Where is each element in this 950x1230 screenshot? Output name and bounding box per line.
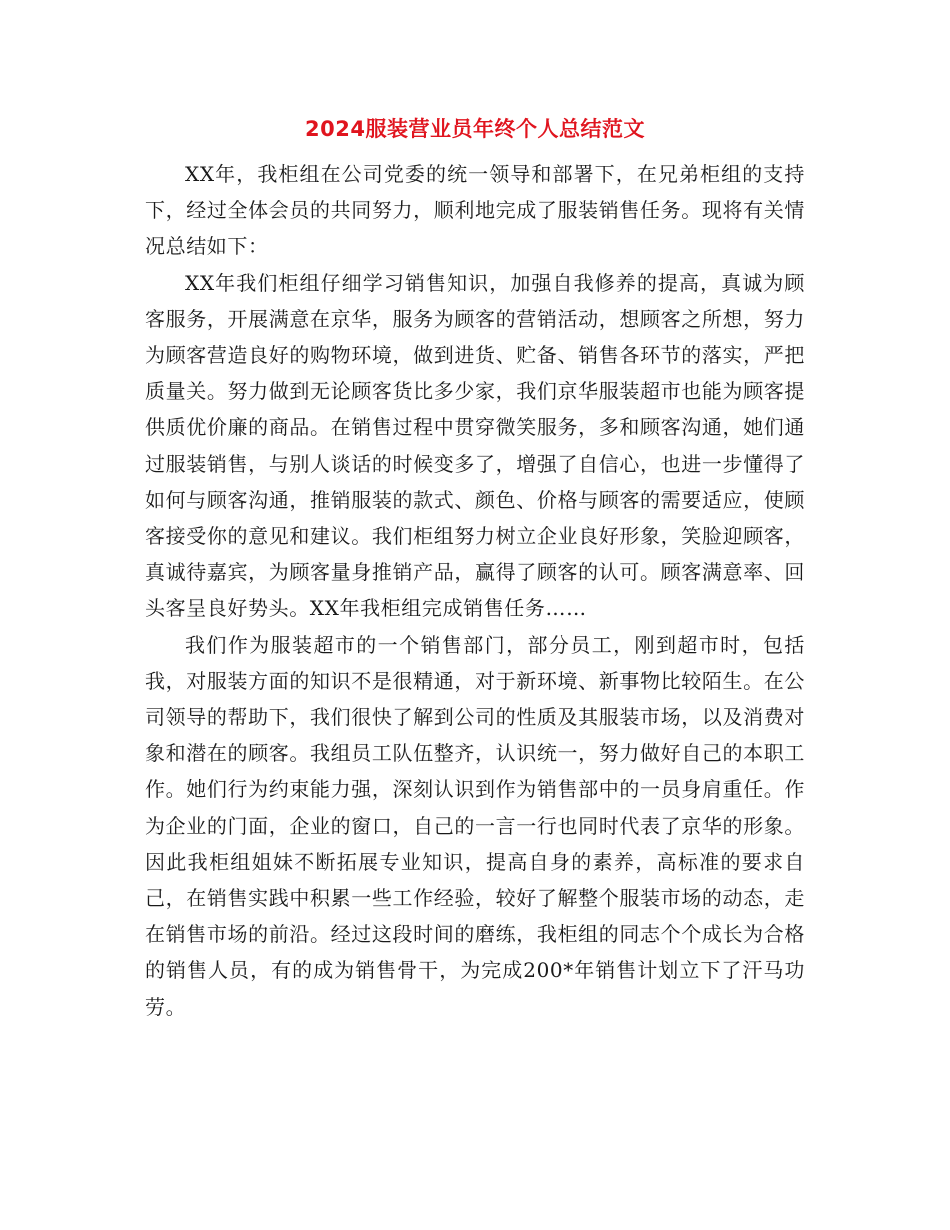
document-title: 2024服装营业员年终个人总结范文 <box>305 117 645 141</box>
paragraph-team-growth: 我们作为服装超市的一个销售部门，部分员工，刚到超市时，包括我，对服装方面的知识不是很精通，对于新环境、新事物比较陌生。在公司领导的帮助下，我们很快了解到公司的性质及其服装市场，以及消费对象和潜在的顾客。我组员工队伍整齐，认识统一，努力做好自己的本职工作。她们行为约束能力强，深刻认识到作为销售部中的一员身肩重任。作为企业的门面，企业的窗口，自己的一言一行也同时代表了京华的形象。因此我柜组姐妹不断拓展专业知识，提高自身的素养，高标准的要求自己，在销售实践中积累一些工作经验，较好了解整个服装市场的动态，走在销售市场的前沿。经过这段时间的磨练，我柜组的同志个个成长为合格的销售人员，有的成为销售骨干，为完成200*年销售计划立下了汗马功劳。 <box>145 632 805 1019</box>
document-body <box>145 156 805 1025</box>
paragraph-intro: XX年，我柜组在公司党委的统一领导和部署下，在兄弟柜组的支持下，经过全体会员的共同努力，顺利地完成了服装销售任务。现将有关情况总结如下： <box>145 162 805 259</box>
paragraph-sales-work: XX年我们柜组仔细学习销售知识，加强自我修养的提高，真诚为顾客服务，开展满意在京华，服务为顾客的营销活动，想顾客之所想，努力为顾客营造良好的购物环境，做到进货、贮备、销售各环节的落实，严把质量关。努力做到无论顾客货比多少家，我们京华服装超市也能为顾客提供质优价廉的商品。在销售过程中贯穿微笑服务，多和顾客沟通，她们通过服装销售，与别人谈话的时候变多了，增强了自信心，也进一步懂得了如何与顾客沟通，推销服装的款式、颜色、价格与顾客的需要适应，使顾客接受你的意见和建议。我们柜组努力树立企业良好形象，笑脸迎顾客，真诚待嘉宾，为顾客量身推销产品，赢得了顾客的认可。顾客满意率、回头客呈良好势头。XX年我柜组完成销售任务…… <box>145 270 805 621</box>
